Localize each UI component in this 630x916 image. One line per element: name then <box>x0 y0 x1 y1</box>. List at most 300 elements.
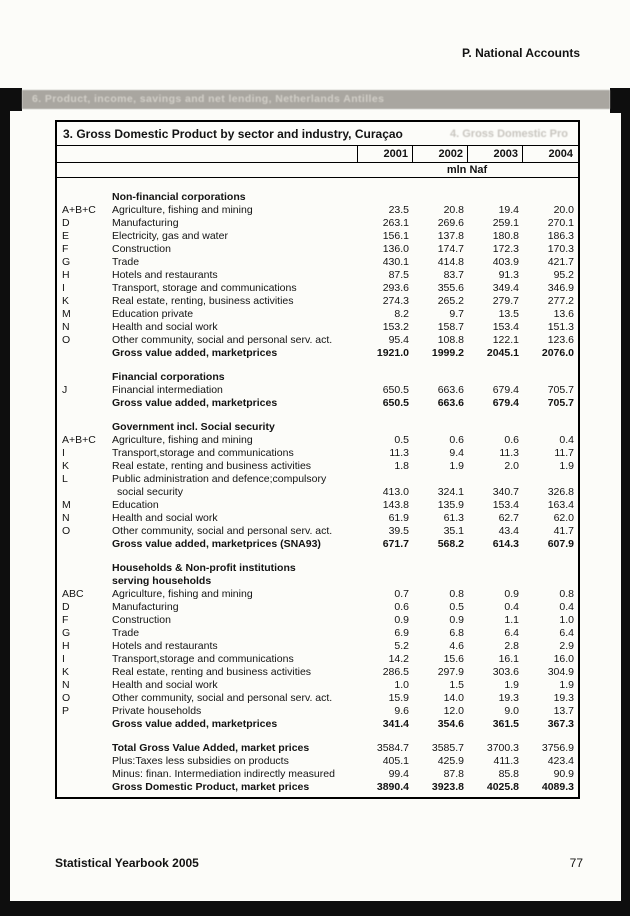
table-row <box>57 640 578 653</box>
row-value: 153.2 <box>382 321 409 333</box>
showthrough-band-text: 6. Product, income, savings and net lending, Netherlands Antilles <box>32 93 385 105</box>
row-value: 405.1 <box>382 755 409 767</box>
row-value: 265.2 <box>437 295 464 307</box>
row-value: 2045.1 <box>486 347 519 359</box>
row-value: 8.2 <box>394 308 409 320</box>
row-value: 0.4 <box>559 434 574 446</box>
scan-edge-bottom <box>0 901 630 916</box>
row-value: 354.6 <box>437 718 464 730</box>
table-row <box>57 781 578 794</box>
row-value: 4025.8 <box>486 781 519 793</box>
row-value: 35.1 <box>443 525 464 537</box>
row-label: Construction <box>112 243 171 255</box>
table-row <box>57 653 578 666</box>
row-value: 0.7 <box>394 588 409 600</box>
row-value: 0.4 <box>504 601 519 613</box>
row-value: 4089.3 <box>541 781 574 793</box>
row-code: K <box>62 460 70 472</box>
row-label: Education <box>112 499 159 511</box>
row-value: 0.9 <box>504 588 519 600</box>
row-value: 259.1 <box>492 217 519 229</box>
row-value: 16.1 <box>498 653 519 665</box>
row-value: 6.8 <box>449 627 464 639</box>
table-row <box>57 692 578 705</box>
row-value: 39.5 <box>388 525 409 537</box>
table-row <box>57 460 578 473</box>
page-number: 77 <box>569 856 583 870</box>
row-code: N <box>62 679 70 691</box>
row-code <box>57 718 112 731</box>
row-label: Manufacturing <box>112 217 179 229</box>
row-code <box>57 742 112 755</box>
row-value: 15.6 <box>443 653 464 665</box>
row-value: 99.4 <box>388 768 409 780</box>
row-value: 14.0 <box>443 692 464 704</box>
row-value: 403.9 <box>492 256 519 268</box>
row-value: 13.5 <box>498 308 519 320</box>
row-value: 2076.0 <box>541 347 574 359</box>
year-header: 2004 <box>522 146 577 162</box>
row-value: 346.9 <box>547 282 574 294</box>
row-label: social security <box>117 486 183 498</box>
showthrough-band <box>22 90 610 109</box>
row-label: Health and social work <box>112 679 218 691</box>
year-header-spacer <box>57 146 357 162</box>
row-value: 349.4 <box>492 282 519 294</box>
row-label: Households & Non-profit institutions <box>112 562 296 574</box>
row-code: M <box>62 499 71 511</box>
row-code: N <box>62 321 70 333</box>
row-value: 153.4 <box>492 499 519 511</box>
row-value: 679.4 <box>492 384 519 396</box>
row-code: E <box>62 230 70 242</box>
row-code <box>57 768 112 781</box>
table-row <box>57 282 578 295</box>
table-row <box>57 308 578 321</box>
row-value: 411.3 <box>493 755 519 767</box>
row-value: 62.7 <box>498 512 519 524</box>
row-value: 650.5 <box>382 397 409 409</box>
row-value: 91.3 <box>498 269 519 281</box>
row-label: Health and social work <box>112 321 218 333</box>
row-value: 19.3 <box>498 692 519 704</box>
row-label: Gross value added, marketprices <box>112 718 278 730</box>
row-value: 663.6 <box>437 397 464 409</box>
row-value: 274.3 <box>382 295 409 307</box>
table-row <box>57 269 578 282</box>
table-row <box>57 230 578 243</box>
table-row <box>57 397 578 410</box>
row-label: Construction <box>112 614 171 626</box>
row-value: 108.8 <box>437 334 464 346</box>
row-code: G <box>62 256 71 268</box>
row-label: Agriculture, fishing and mining <box>112 204 253 216</box>
row-value: 136.0 <box>382 243 409 255</box>
row-value: 11.3 <box>389 447 409 459</box>
section-heading-row <box>57 191 578 204</box>
table-row <box>57 204 578 217</box>
row-value: 158.7 <box>437 321 464 333</box>
row-value: 87.5 <box>388 269 409 281</box>
row-label: Hotels and restaurants <box>112 269 218 281</box>
row-code: P <box>62 705 70 717</box>
row-value: 6.9 <box>394 627 409 639</box>
row-value: 13.6 <box>553 308 574 320</box>
row-value: 430.1 <box>382 256 409 268</box>
scan-edge-left <box>0 88 10 916</box>
unit-row <box>57 163 578 178</box>
row-value: 324.1 <box>437 486 464 498</box>
row-label: Agriculture, fishing and mining <box>112 434 253 446</box>
row-label: Government incl. Social security <box>112 421 275 433</box>
row-code: K <box>62 666 70 678</box>
year-header: 2002 <box>412 146 467 162</box>
row-code: H <box>62 640 70 652</box>
row-value: 340.7 <box>492 486 519 498</box>
footer-book-title: Statistical Yearbook 2005 <box>55 856 199 870</box>
row-value: 87.8 <box>443 768 464 780</box>
row-value: 1.1 <box>504 614 519 626</box>
row-value: 43.4 <box>498 525 519 537</box>
row-value: 568.2 <box>437 538 464 550</box>
row-value: 263.1 <box>382 217 409 229</box>
row-value: 277.2 <box>547 295 574 307</box>
row-value: 326.8 <box>547 486 574 498</box>
row-label: Other community, social and personal serv. act. <box>112 525 333 537</box>
row-label: Gross Domestic Product, market prices <box>112 781 310 793</box>
row-value: 679.4 <box>492 397 519 409</box>
row-code <box>57 575 112 588</box>
row-value: 1.5 <box>449 679 464 691</box>
row-value: 9.0 <box>504 705 519 717</box>
row-code: J <box>62 384 68 396</box>
row-spacer <box>57 360 578 371</box>
row-code <box>57 347 112 360</box>
row-label: Transport, storage and communications <box>112 282 297 294</box>
section-heading-row <box>57 371 578 384</box>
row-value: 0.6 <box>504 434 519 446</box>
row-value: 303.6 <box>492 666 519 678</box>
row-value: 143.8 <box>382 499 409 511</box>
row-value: 2.0 <box>504 460 519 472</box>
row-value: 12.0 <box>443 705 464 717</box>
row-value: 0.4 <box>559 601 574 613</box>
row-label: Education private <box>112 308 194 320</box>
row-value: 153.4 <box>492 321 519 333</box>
row-value: 4.6 <box>449 640 464 652</box>
row-value: 174.7 <box>437 243 464 255</box>
row-value: 5.2 <box>394 640 409 652</box>
row-value: 20.0 <box>553 204 574 216</box>
row-value: 9.6 <box>394 705 409 717</box>
row-value: 15.9 <box>388 692 409 704</box>
row-value: 1999.2 <box>431 347 464 359</box>
row-label: Trade <box>112 627 140 639</box>
row-code <box>57 397 112 410</box>
table-row <box>57 601 578 614</box>
row-value: 1.9 <box>504 679 519 691</box>
row-code <box>57 371 112 384</box>
row-value: 170.3 <box>547 243 574 255</box>
row-label: Trade <box>112 256 140 268</box>
row-label: Health and social work <box>112 512 218 524</box>
section-heading-row <box>57 575 578 588</box>
row-code <box>57 191 112 204</box>
row-value: 1.9 <box>449 460 464 472</box>
table-row <box>57 256 578 269</box>
row-code <box>57 486 112 499</box>
showthrough-title-text: 4. Gross Domestic Pro <box>450 128 568 140</box>
table-row <box>57 755 578 768</box>
table-row <box>57 499 578 512</box>
row-value: 62.0 <box>553 512 574 524</box>
row-code: H <box>62 269 70 281</box>
row-value: 9.7 <box>449 308 464 320</box>
row-value: 3756.9 <box>541 742 574 754</box>
row-value: 367.3 <box>547 718 574 730</box>
row-code: ABC <box>62 588 84 600</box>
row-label: Electricity, gas and water <box>112 230 228 242</box>
row-label: Total Gross Value Added, market prices <box>112 742 310 754</box>
row-label: Manufacturing <box>112 601 179 613</box>
row-value: 137.8 <box>437 230 464 242</box>
row-value: 286.5 <box>382 666 409 678</box>
row-code: M <box>62 308 71 320</box>
row-code: F <box>62 243 69 255</box>
row-value: 705.7 <box>547 397 574 409</box>
row-value: 95.2 <box>553 269 574 281</box>
row-value: 83.7 <box>443 269 464 281</box>
row-value: 0.8 <box>559 588 574 600</box>
row-value: 61.3 <box>443 512 464 524</box>
row-value: 19.3 <box>553 692 574 704</box>
row-value: 6.4 <box>504 627 519 639</box>
row-value: 186.3 <box>547 230 574 242</box>
row-label: Financial intermediation <box>112 384 223 396</box>
unit-label: mln Naf <box>446 164 488 176</box>
row-value: 20.8 <box>443 204 464 216</box>
row-value: 269.6 <box>437 217 464 229</box>
row-value: 1.8 <box>394 460 409 472</box>
table-row <box>57 512 578 525</box>
row-value: 2.9 <box>559 640 574 652</box>
row-label: Private households <box>112 705 202 717</box>
row-label: Minus: finan. Intermediation indirectly measured <box>112 768 335 780</box>
row-value: 270.1 <box>547 217 574 229</box>
row-label: Gross value added, marketprices (SNA93) <box>112 538 321 550</box>
row-value: 1.9 <box>559 679 574 691</box>
row-value: 1.9 <box>559 460 574 472</box>
row-code: D <box>62 217 70 229</box>
row-value: 95.4 <box>388 334 409 346</box>
row-value: 1921.0 <box>376 347 409 359</box>
row-value: 421.7 <box>547 256 574 268</box>
row-value: 425.9 <box>437 755 464 767</box>
row-code: D <box>62 601 70 613</box>
row-value: 3584.7 <box>376 742 409 754</box>
row-value: 663.6 <box>437 384 464 396</box>
row-code <box>57 562 112 575</box>
row-value: 0.5 <box>394 434 409 446</box>
table-row <box>57 473 578 486</box>
row-value: 163.4 <box>547 499 574 511</box>
row-label: Real estate, renting and business activities <box>112 666 312 678</box>
table-row <box>57 217 578 230</box>
row-label: Agriculture, fishing and mining <box>112 588 253 600</box>
row-label: Other community, social and personal serv. act. <box>112 692 333 704</box>
row-value: 413.0 <box>382 486 409 498</box>
row-value: 41.7 <box>553 525 574 537</box>
row-label: Transport,storage and communications <box>112 653 294 665</box>
year-header: 2003 <box>467 146 522 162</box>
row-code: I <box>62 653 65 665</box>
row-value: 341.4 <box>382 718 409 730</box>
row-value: 3700.3 <box>486 742 519 754</box>
row-code: F <box>62 614 69 626</box>
row-spacer <box>57 731 578 742</box>
row-value: 607.9 <box>547 538 574 550</box>
row-value: 9.4 <box>449 447 464 459</box>
row-value: 23.5 <box>388 204 409 216</box>
row-value: 180.8 <box>492 230 519 242</box>
row-value: 3585.7 <box>431 742 464 754</box>
row-value: 11.7 <box>554 447 574 459</box>
row-value: 297.9 <box>437 666 464 678</box>
row-label: Gross value added, marketprices <box>112 347 278 359</box>
row-label: Real estate, renting, business activities <box>112 295 294 307</box>
row-code: O <box>62 692 71 704</box>
row-value: 19.4 <box>498 204 519 216</box>
row-code: O <box>62 525 71 537</box>
table-row <box>57 525 578 538</box>
table-row <box>57 384 578 397</box>
table-title: 3. Gross Domestic Product by sector and industry, Curaçao <box>63 127 403 141</box>
row-value: 614.3 <box>492 538 519 550</box>
row-label: Public administration and defence;compulsory <box>112 473 327 485</box>
table-row <box>57 666 578 679</box>
table-row <box>57 627 578 640</box>
row-code: I <box>62 282 65 294</box>
row-value: 3890.4 <box>376 781 409 793</box>
row-label: Gross value added, marketprices <box>112 397 278 409</box>
table-row <box>57 295 578 308</box>
year-header-row <box>57 146 578 163</box>
gdp-table-body <box>57 178 578 797</box>
gdp-table <box>55 120 580 799</box>
row-spacer <box>57 410 578 421</box>
table-row <box>57 614 578 627</box>
row-value: 671.7 <box>382 538 409 550</box>
row-spacer <box>57 551 578 562</box>
row-value: 122.1 <box>492 334 519 346</box>
table-row <box>57 486 578 499</box>
row-value: 0.6 <box>449 434 464 446</box>
table-title-row <box>57 122 578 146</box>
row-label: Plus:Taxes less subsidies on products <box>112 755 289 767</box>
row-code: A+B+C <box>62 204 96 216</box>
row-value: 61.9 <box>388 512 409 524</box>
row-value: 14.2 <box>388 653 409 665</box>
row-value: 279.7 <box>492 295 519 307</box>
row-value: 85.8 <box>498 768 519 780</box>
row-label: serving households <box>112 575 212 587</box>
section-heading-row <box>57 421 578 434</box>
row-label: Transport,storage and communications <box>112 447 294 459</box>
table-row <box>57 705 578 718</box>
row-value: 0.9 <box>394 614 409 626</box>
unit-row-spacer <box>57 163 357 177</box>
row-value: 650.5 <box>382 384 409 396</box>
row-value: 0.5 <box>449 601 464 613</box>
row-label: Other community, social and personal serv. act. <box>112 334 333 346</box>
row-code <box>57 538 112 551</box>
row-code: L <box>62 473 68 485</box>
row-value: 423.4 <box>547 755 574 767</box>
row-code: O <box>62 334 71 346</box>
row-code: I <box>62 447 65 459</box>
row-value: 16.0 <box>553 653 574 665</box>
year-header: 2001 <box>357 146 412 162</box>
row-value: 156.1 <box>382 230 409 242</box>
row-value: 1.0 <box>559 614 574 626</box>
table-row <box>57 768 578 781</box>
row-value: 0.9 <box>449 614 464 626</box>
table-row <box>57 679 578 692</box>
section-heading-row <box>57 562 578 575</box>
table-row <box>57 742 578 755</box>
row-value: 6.4 <box>559 627 574 639</box>
row-value: 13.7 <box>553 705 574 717</box>
row-label: Financial corporations <box>112 371 225 383</box>
row-value: 0.6 <box>394 601 409 613</box>
row-value: 414.8 <box>437 256 464 268</box>
scan-edge-right <box>621 88 630 916</box>
table-row <box>57 588 578 601</box>
row-value: 11.3 <box>499 447 519 459</box>
row-value: 355.6 <box>437 282 464 294</box>
table-row <box>57 347 578 360</box>
row-label: Real estate, renting and business activities <box>112 460 312 472</box>
row-value: 0.8 <box>449 588 464 600</box>
row-code: N <box>62 512 70 524</box>
row-value: 123.6 <box>547 334 574 346</box>
row-label: Non-financial corporations <box>112 191 246 203</box>
table-row <box>57 434 578 447</box>
row-value: 3923.8 <box>431 781 464 793</box>
row-value: 151.3 <box>547 321 574 333</box>
row-value: 172.3 <box>492 243 519 255</box>
row-code <box>57 781 112 794</box>
chapter-header: P. National Accounts <box>461 46 580 60</box>
row-label: Hotels and restaurants <box>112 640 218 652</box>
table-row <box>57 321 578 334</box>
table-row <box>57 718 578 731</box>
row-spacer <box>57 180 578 191</box>
table-row <box>57 243 578 256</box>
row-value: 293.6 <box>382 282 409 294</box>
row-value: 90.9 <box>553 768 574 780</box>
row-value: 1.0 <box>394 679 409 691</box>
row-value: 361.5 <box>492 718 519 730</box>
table-row <box>57 538 578 551</box>
row-value: 135.9 <box>437 499 464 511</box>
row-code: A+B+C <box>62 434 96 446</box>
row-value: 2.8 <box>504 640 519 652</box>
row-code: K <box>62 295 70 307</box>
table-row <box>57 334 578 347</box>
row-code: G <box>62 627 71 639</box>
row-value: 705.7 <box>547 384 574 396</box>
